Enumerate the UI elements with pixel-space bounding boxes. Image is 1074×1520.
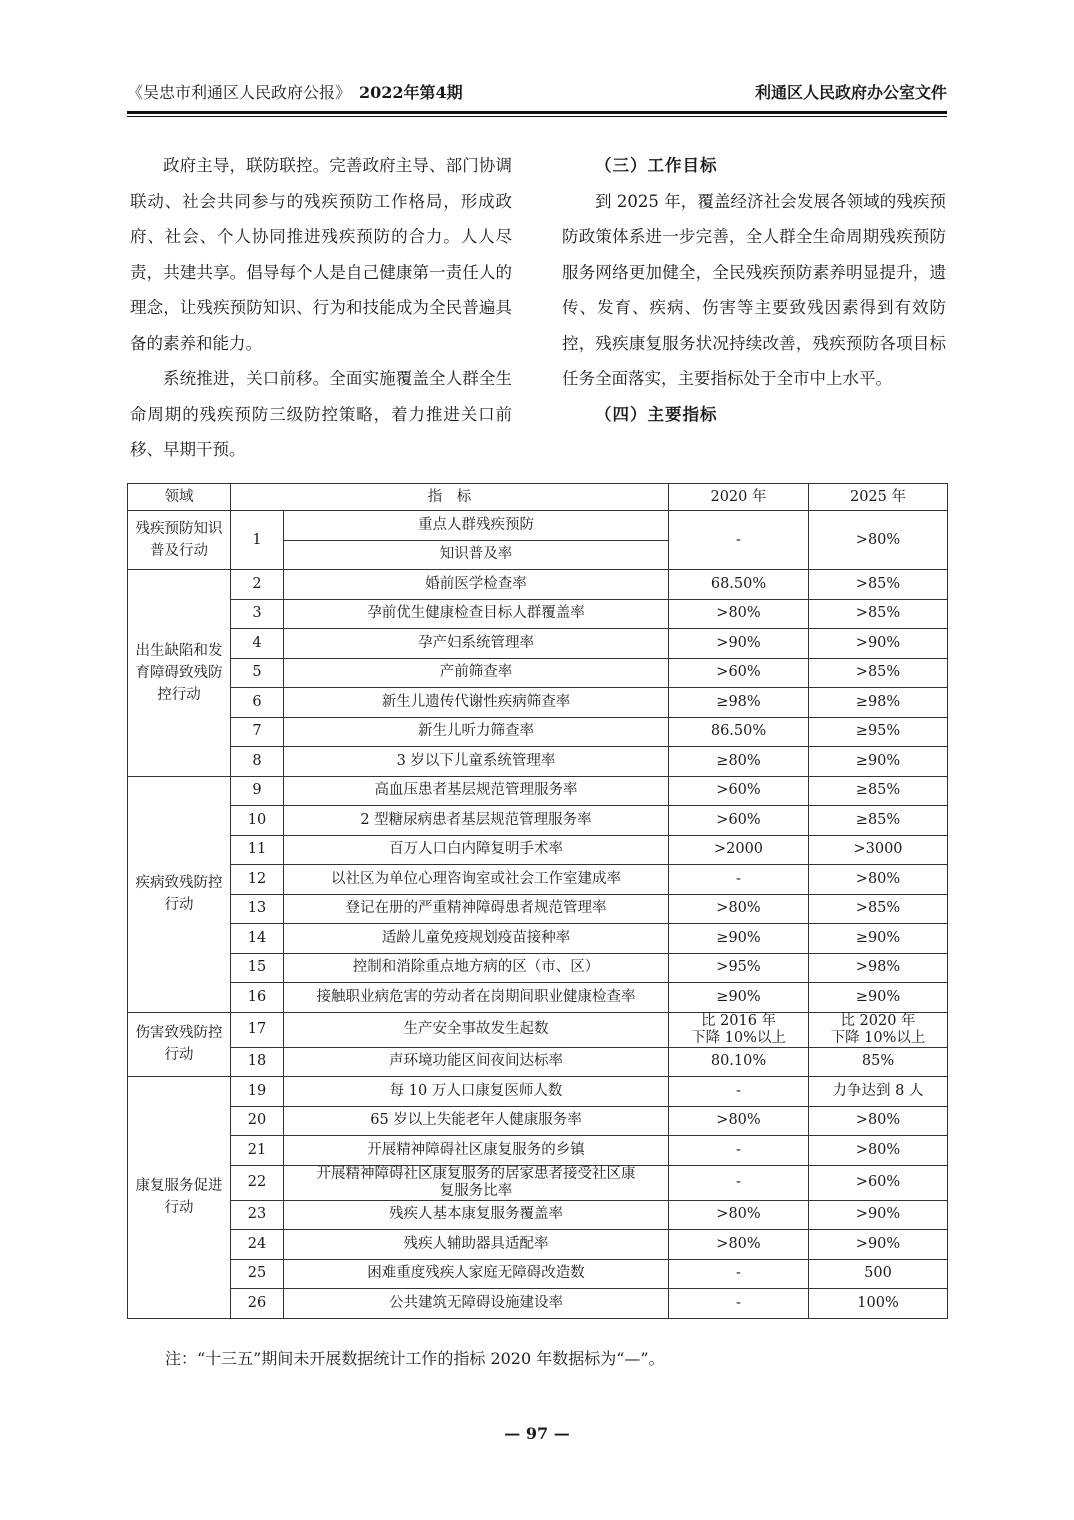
indicator-name: 高血压患者基层规范管理服务率 — [284, 776, 669, 806]
value-2020: ≥98% — [669, 688, 809, 718]
row-number: 26 — [231, 1289, 284, 1319]
value-2020-line: 下降 10%以上 — [691, 1029, 786, 1046]
value-2025: >80% — [809, 1106, 948, 1136]
table-row — [128, 1136, 948, 1166]
indicator-name: 新生儿听力筛查率 — [284, 717, 669, 747]
row-number: 17 — [231, 1012, 284, 1047]
value-2020: - — [669, 1077, 809, 1107]
value-2020: >80% — [669, 1200, 809, 1230]
indicator-name: 孕前优生健康检查目标人群覆盖率 — [284, 599, 669, 629]
indicator-name: 2 型糖尿病患者基层规范管理服务率 — [284, 806, 669, 836]
row-number: 20 — [231, 1106, 284, 1136]
value-2020: - — [669, 1136, 809, 1166]
row-number: 2 — [231, 570, 284, 600]
domain-cell: 疾病致残防控行动 — [128, 776, 231, 1012]
value-2025: ≥90% — [809, 747, 948, 777]
value-2025: 85% — [809, 1047, 948, 1077]
table-note: 注：“十三五”期间未开展数据统计工作的指标 2020 年数据标为“—”。 — [165, 1349, 665, 1368]
indicator-name: 公共建筑无障碍设施建设率 — [284, 1289, 669, 1319]
table-row — [128, 1259, 948, 1289]
row-number: 15 — [231, 953, 284, 983]
left-column — [130, 148, 512, 468]
table-row — [128, 717, 948, 747]
indicator-name: 65 岁以上失能老年人健康服务率 — [284, 1106, 669, 1136]
value-2020: >80% — [669, 894, 809, 924]
indicator-name: 新生儿遗传代谢性疾病筛查率 — [284, 688, 669, 718]
value-2020: >80% — [669, 1106, 809, 1136]
value-2020: >80% — [669, 1230, 809, 1260]
table-row — [128, 688, 948, 718]
row-number: 12 — [231, 865, 284, 895]
header-rule-thick — [127, 111, 947, 114]
indicator-name — [284, 1165, 669, 1200]
domain-cell: 伤害致残防控行动 — [128, 1012, 231, 1077]
header-2020: 2020 年 — [669, 484, 809, 511]
value-2025: >85% — [809, 599, 948, 629]
row-number: 7 — [231, 717, 284, 747]
table-row — [128, 865, 948, 895]
row-number: 13 — [231, 894, 284, 924]
indicator-name: 困难重度残疾人家庭无障碍改造数 — [284, 1259, 669, 1289]
row-number: 8 — [231, 747, 284, 777]
value-2025: >80% — [809, 511, 948, 570]
indicator-name: 以社区为单位心理咨询室或社会工作室建成率 — [284, 865, 669, 895]
value-2020: >60% — [669, 806, 809, 836]
indicator-name-line: 开展精神障碍社区康复服务的居家患者接受社区康 — [316, 1165, 636, 1182]
indicator-name: 重点人群残疾预防 — [284, 511, 669, 541]
indicator-name: 婚前医学检查率 — [284, 570, 669, 600]
value-2025: >3000 — [809, 835, 948, 865]
value-2025: ≥95% — [809, 717, 948, 747]
value-2025: >90% — [809, 1230, 948, 1260]
indicator-name: 适龄儿童免疫规划疫苗接种率 — [284, 924, 669, 954]
section-title: 利通区人民政府办公室文件 — [754, 83, 947, 102]
page-number: — 97 — — [504, 1424, 570, 1443]
page-header — [127, 80, 947, 102]
row-number: 1 — [231, 511, 284, 570]
value-2025: >98% — [809, 953, 948, 983]
value-2025: >60% — [809, 1165, 948, 1200]
domain-cell: 残疾预防知识普及行动 — [128, 511, 231, 570]
indicator-name: 接触职业病危害的劳动者在岗期间职业健康检查率 — [284, 983, 669, 1013]
right-column — [562, 148, 946, 432]
value-2020: >95% — [669, 953, 809, 983]
value-2025: ≥85% — [809, 776, 948, 806]
section-heading-indicators: （四）主要指标 — [595, 404, 718, 424]
value-2020 — [669, 1012, 809, 1047]
row-number: 3 — [231, 599, 284, 629]
indicator-name: 登记在册的严重精神障碍患者规范管理率 — [284, 894, 669, 924]
row-number: 19 — [231, 1077, 284, 1107]
indicator-name: 控制和消除重点地方病的区（市、区） — [284, 953, 669, 983]
table-row — [128, 1165, 948, 1200]
paragraph: 政府主导，联防联控。完善政府主导、部门协调联动、社会共同参与的残疾预防工作格局，形成政府、社会、个人协同推进残疾预防的合力。人人尽责，共建共享。倡导每个人是自己健康第一责任人的理念，让残疾预防知识、行为和技能成为全民普遍具备的素养和能力。 — [130, 156, 512, 353]
table-row — [128, 1106, 948, 1136]
value-2025 — [809, 1012, 948, 1047]
value-2020: - — [669, 865, 809, 895]
table-row — [128, 570, 948, 600]
value-2020: - — [669, 511, 809, 570]
table-row — [128, 806, 948, 836]
value-2025: 500 — [809, 1259, 948, 1289]
table-row — [128, 658, 948, 688]
indicator-name: 知识普及率 — [284, 540, 669, 570]
value-2020: >2000 — [669, 835, 809, 865]
value-2020: >60% — [669, 658, 809, 688]
value-2025: ≥90% — [809, 924, 948, 954]
row-number: 23 — [231, 1200, 284, 1230]
table-row — [128, 629, 948, 659]
indicator-name: 生产安全事故发生起数 — [284, 1012, 669, 1047]
table-row — [128, 511, 948, 541]
value-2020: - — [669, 1289, 809, 1319]
row-number: 10 — [231, 806, 284, 836]
table-row — [128, 953, 948, 983]
table-row — [128, 599, 948, 629]
row-number: 16 — [231, 983, 284, 1013]
value-2020: >80% — [669, 599, 809, 629]
indicator-name: 声环境功能区间夜间达标率 — [284, 1047, 669, 1077]
issue-label: 2022年第4期 — [359, 83, 463, 102]
table-row — [128, 835, 948, 865]
table-row — [128, 1289, 948, 1319]
indicator-name: 3 岁以下儿童系统管理率 — [284, 747, 669, 777]
value-2020-line: 比 2016 年 — [700, 1012, 777, 1029]
indicator-name: 产前筛查率 — [284, 658, 669, 688]
value-2025: >85% — [809, 658, 948, 688]
indicator-name: 孕产妇系统管理率 — [284, 629, 669, 659]
table-row — [128, 747, 948, 777]
header-2025: 2025 年 — [809, 484, 948, 511]
value-2025: >80% — [809, 1136, 948, 1166]
value-2025: >85% — [809, 570, 948, 600]
header-domain: 领域 — [128, 484, 231, 511]
table-row — [128, 1012, 948, 1047]
value-2020: ≥80% — [669, 747, 809, 777]
value-2020: - — [669, 1259, 809, 1289]
value-2020: 68.50% — [669, 570, 809, 600]
table-row — [128, 924, 948, 954]
value-2020: 86.50% — [669, 717, 809, 747]
publication-title — [127, 80, 463, 103]
paragraph: 到 2025 年，覆盖经济社会发展各领域的残疾预防政策体系进一步完善，全人群全生命周期残疾预防服务网络更加健全，全民残疾预防素养明显提升，遗传、发育、疾病、伤害等主要致残因素得到有效防控，残疾康复服务状况持续改善，残疾预防各项目标任务全面落实，主要指标处于全市中上水平。 — [562, 191, 946, 388]
value-2020: 80.10% — [669, 1047, 809, 1077]
row-number: 22 — [231, 1165, 284, 1200]
indicator-name: 百万人口白内障复明手术率 — [284, 835, 669, 865]
indicator-name: 残疾人辅助器具适配率 — [284, 1230, 669, 1260]
domain-cell: 出生缺陷和发育障碍致残防控行动 — [128, 570, 231, 777]
value-2025: 力争达到 8 人 — [809, 1077, 948, 1107]
row-number: 11 — [231, 835, 284, 865]
row-number: 6 — [231, 688, 284, 718]
value-2025: >90% — [809, 629, 948, 659]
indicator-name: 残疾人基本康复服务覆盖率 — [284, 1200, 669, 1230]
row-number: 14 — [231, 924, 284, 954]
row-number: 18 — [231, 1047, 284, 1077]
row-number: 9 — [231, 776, 284, 806]
section-heading-goals: （三）工作目标 — [595, 156, 718, 175]
table-row — [128, 1230, 948, 1260]
table-row — [128, 983, 948, 1013]
indicator-name-line: 复服务比率 — [439, 1182, 513, 1199]
value-2020: - — [669, 1165, 809, 1200]
table-row — [128, 894, 948, 924]
table-row — [128, 1200, 948, 1230]
value-2025-line: 下降 10%以上 — [830, 1029, 926, 1046]
table-header-row — [128, 484, 948, 511]
row-number: 21 — [231, 1136, 284, 1166]
row-number: 24 — [231, 1230, 284, 1260]
value-2020: >60% — [669, 776, 809, 806]
indicators-table — [127, 483, 948, 1319]
row-number: 4 — [231, 629, 284, 659]
table-row — [128, 1077, 948, 1107]
indicator-name: 开展精神障碍社区康复服务的乡镇 — [284, 1136, 669, 1166]
domain-cell: 康复服务促进行动 — [128, 1077, 231, 1319]
value-2020: ≥90% — [669, 983, 809, 1013]
value-2025-line: 比 2020 年 — [840, 1012, 916, 1029]
header-indicator: 指 标 — [231, 484, 669, 511]
publication-name: 《吴忠市利通区人民政府公报》 — [127, 83, 352, 102]
value-2020: ≥90% — [669, 924, 809, 954]
value-2025: ≥85% — [809, 806, 948, 836]
value-2025: >80% — [809, 865, 948, 895]
indicator-name: 每 10 万人口康复医师人数 — [284, 1077, 669, 1107]
table-row — [128, 776, 948, 806]
header-rule-thin — [127, 116, 947, 117]
value-2025: ≥98% — [809, 688, 948, 718]
value-2025: 100% — [809, 1289, 948, 1319]
paragraph: 系统推进，关口前移。全面实施覆盖全人群全生命周期的残疾预防三级防控策略，着力推进关口前移、早期干预。 — [130, 369, 512, 459]
value-2025: >90% — [809, 1200, 948, 1230]
row-number: 25 — [231, 1259, 284, 1289]
value-2025: ≥90% — [809, 983, 948, 1013]
value-2020: >90% — [669, 629, 809, 659]
row-number: 5 — [231, 658, 284, 688]
value-2025: >85% — [809, 894, 948, 924]
table-row — [128, 1047, 948, 1077]
